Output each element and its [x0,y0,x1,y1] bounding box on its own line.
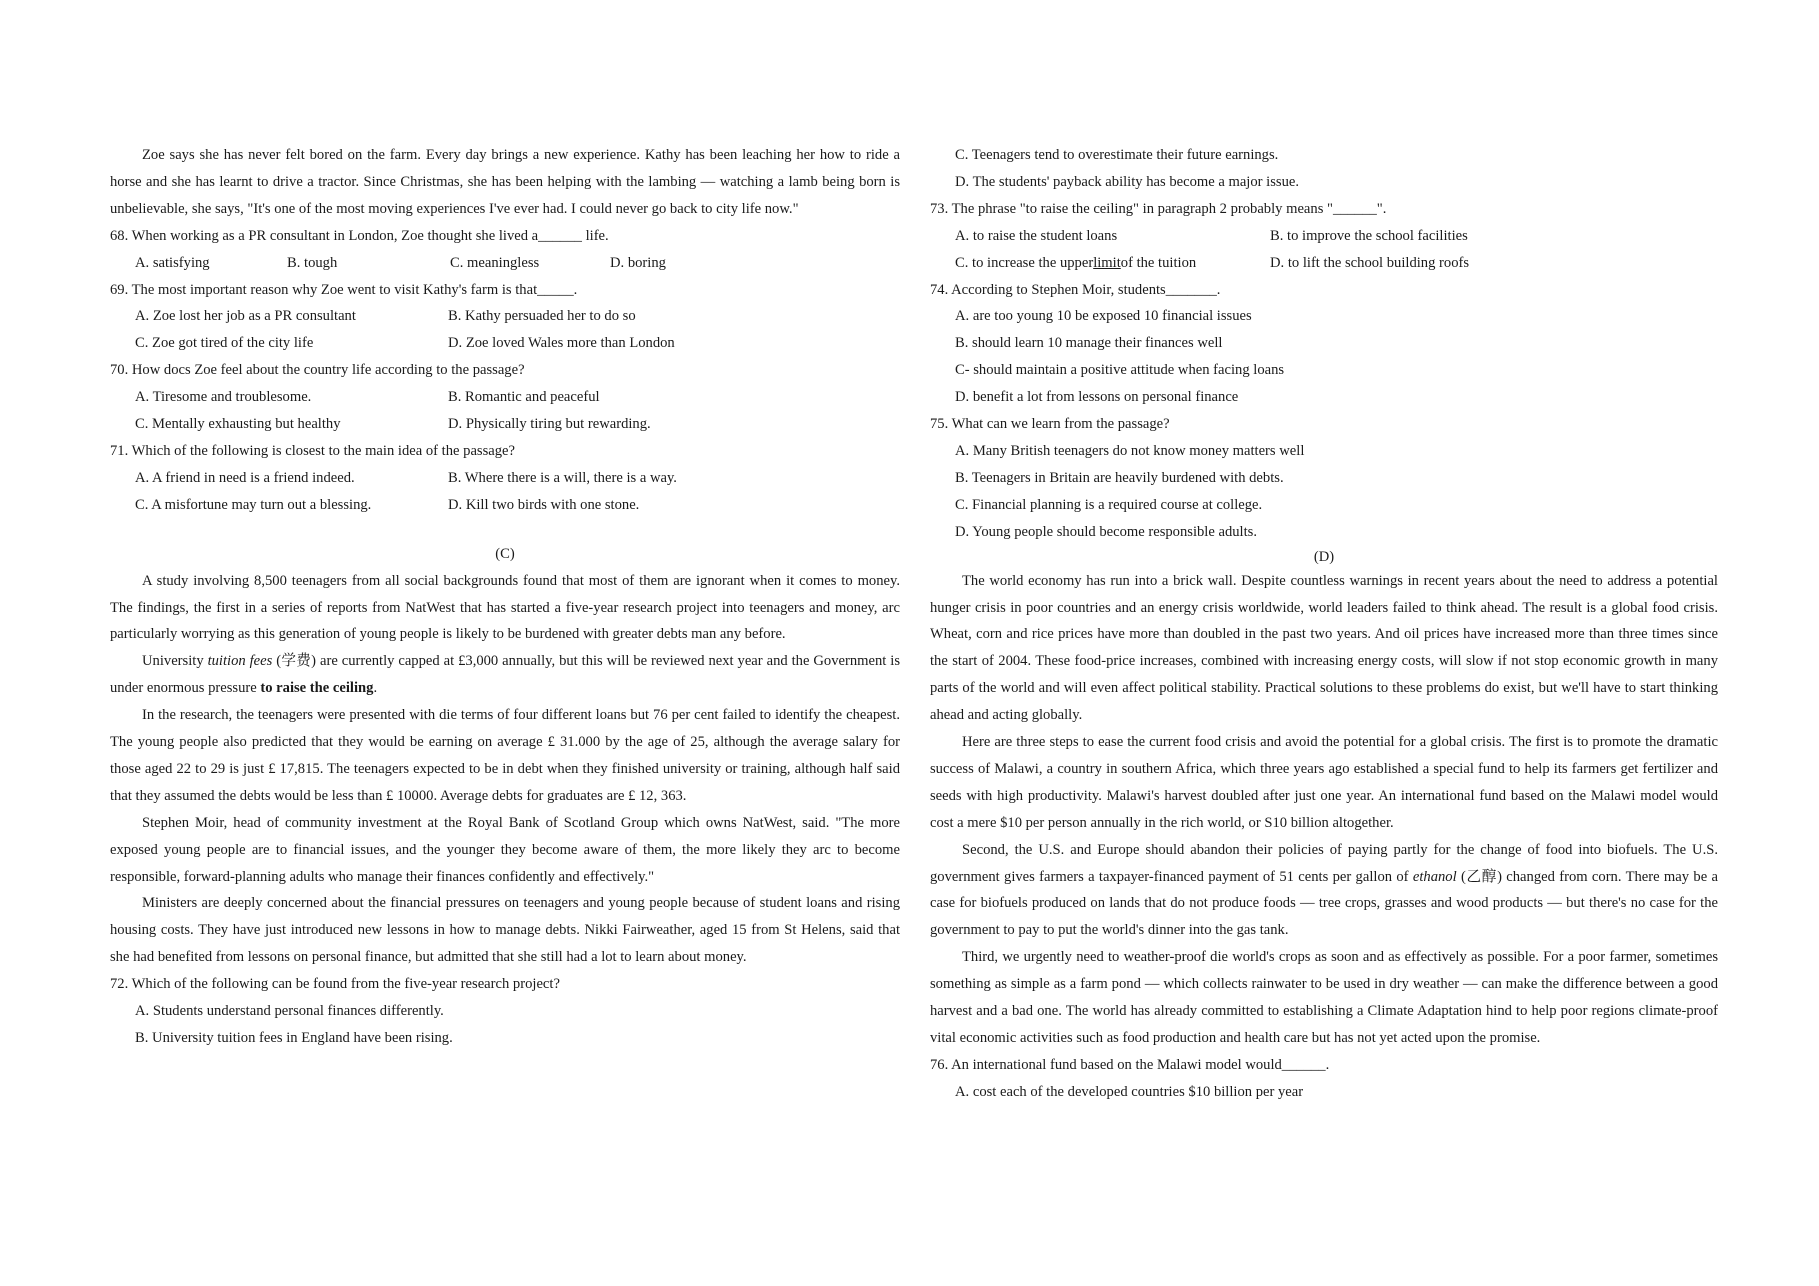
q73-c-underlined: limit [1093,254,1121,271]
q75-option-a[interactable]: A. Many British teenagers do not know money matters well [955,442,1305,459]
q71-option-b[interactable]: B. Where there is a will, there is a way. [448,469,677,486]
section-c-paragraph-3: In the research, the teenagers were presented with die terms of four different loans but 76 per cent failed to identify the cheapest. The young people also predicted that they would be earning on average £ 31.000 by the age of 25, although the average salary for those aged 22 to 29 is just £ 17,815. The teenagers expected to be in debt when they finished university or training, although half said that they assumed the debts would be less than £ 10000. Average debts for graduates are £ 12, 363. [110,707,900,804]
q74-option-d[interactable]: D. benefit a lot from lessons on personal finance [955,389,1239,406]
left-column [110,142,900,1052]
section-c-heading: (C) [495,545,515,562]
section-d-paragraph-4: Third, we urgently need to weather-proof die world's crops as soon and as effectively as possible. For a poor farmer, sometimes something as simple as a farm pond — which collects rainwater to be used in dry weather — can make the difference between a good harvest and a bad one. The world has already committed to establishing a Climate Adaptation hind to help poor regions climate-proof vital economic activities such as food production and health care but has not yet acted upon the promise. [930,949,1718,1046]
section-d-paragraph-1: The world economy has run into a brick wall. Despite countless warnings in recent years about the need to address a potential hunger crisis in poor countries and an energy crisis worldwide, world leaders failed to think ahead. The result is a global food crisis. Wheat, corn and rice prices have more than doubled in the past two years. And oil prices have increased more than three times since the start of 2004. These food-price increases, combined with increasing energy costs, will slow if not stop economic growth in many parts of the world and will even affect political stability. Practical solutions to these problems do exist, but we'll have to start thinking ahead and acting globally. [930,572,1718,724]
question-74: 74. According to Stephen Moir, students_______. [930,281,1221,298]
section-c-paragraph-4: Stephen Moir, head of community investment at the Royal Bank of Scotland Group which owns NatWest, said. "The more exposed young people are to financial issues, and the younger they become aware of them, the more likely they arc to become responsible, forward-planning adults who manage their finances confidently and effectively." [110,814,900,885]
question-69: 69. The most important reason why Zoe went to visit Kathy's farm is that_____. [110,281,578,298]
q71-option-c[interactable]: C. A misfortune may turn out a blessing. [135,496,372,513]
question-69-options-cd [110,330,900,357]
section-d-paragraph-2: Here are three steps to ease the current food crisis and avoid the potential for a global crisis. The first is to promote the dramatic success of Malawi, a country in southern Africa, which three years ago established a special fund to help its farmers get fertilizer and seeds with high productivity. Malawi's harvest doubled after just one year. An international fund based on the Malawi model would cost a mere $10 per person annually in the rich world, or S10 billion altogether. [930,734,1718,831]
q72-option-a[interactable]: A. Students understand personal finances differently. [135,1003,444,1020]
question-70: 70. How docs Zoe feel about the country life according to the passage? [110,362,525,379]
q75-option-c[interactable]: C. Financial planning is a required course at college. [955,496,1263,513]
q68-option-a[interactable]: A. satisfying [135,254,210,271]
section-c-paragraph-2 [110,648,900,702]
section-c-paragraph-1: A study involving 8,500 teenagers from all social backgrounds found that most of them are ignorant when it comes to money. The findings, the first in a series of reports from NatWest that has started a five-year research project into teenagers and money, arc particularly worrying as this generation of young people is likely to be burdened with greater debts man any before. [110,572,900,643]
q72-option-b[interactable]: B. University tuition fees in England have been rising. [135,1030,453,1046]
section-d-heading: (D) [1313,548,1335,565]
q76-option-a[interactable]: A. cost each of the developed countries $10 billion per year [955,1083,1304,1100]
q75-option-b[interactable]: B. Teenagers in Britain are heavily burdened with debts. [955,469,1284,486]
question-71-options-cd [110,492,900,519]
q68-option-c[interactable]: C. meaningless [450,254,540,271]
q69-option-b[interactable]: B. Kathy persuaded her to do so [448,308,636,325]
c-p2-text-c: . [373,680,378,697]
c-p2-text-b: (学费) are currently capped at £3,000 annually, but this will be reviewed next year and the Government is under enormous pressure [110,653,900,697]
d-p3-text-a: Second, the U.S. and Europe should abandon their policies of paying partly for the change of food into biofuels. The U.S. government gives farmers a taxpayer-financed payment of 51 cents per gallon of [930,841,1718,885]
q73-option-b[interactable]: B. to improve the school facilities [1270,227,1468,244]
q70-option-a[interactable]: A. Tiresome and troublesome. [135,389,312,406]
q69-option-d[interactable]: D. Zoe loved Wales more than London [448,335,675,352]
question-70-options-cd [110,411,900,438]
question-69-options-ab [110,303,900,330]
q73-c-text-b: of the tuition [1120,254,1197,271]
q69-option-a[interactable]: A. Zoe lost her job as a PR consultant [135,308,356,325]
q75-option-d[interactable]: D. Young people should become responsible adults. [955,523,1257,540]
q68-option-d[interactable]: D. boring [610,254,666,271]
q72-option-c[interactable]: C. Teenagers tend to overestimate their future earnings. [955,147,1279,163]
section-d-paragraph-3 [930,837,1718,945]
question-73-options-ab [930,223,1718,250]
question-75: 75. What can we learn from the passage? [930,416,1170,433]
spacer [110,519,900,541]
q73-option-d[interactable]: D. to lift the school building roofs [1270,254,1470,271]
q74-option-b[interactable]: B. should learn 10 manage their finances well [955,335,1223,352]
q73-c-text-a: C. to increase the upper [955,254,1094,271]
question-73-options-cd [930,250,1718,277]
q70-option-b[interactable]: B. Romantic and peaceful [448,389,600,406]
q69-option-c[interactable]: C. Zoe got tired of the city life [135,335,314,352]
q72-option-d[interactable]: D. The students' payback ability has become a major issue. [955,173,1300,190]
q74-option-c[interactable]: C- should maintain a positive attitude when facing loans [955,362,1285,379]
question-71-options-ab [110,465,900,492]
q71-option-a[interactable]: A. A friend in need is a friend indeed. [135,469,355,486]
c-p2-text-a: University [142,653,208,670]
q73-option-c[interactable] [955,250,1270,277]
question-68-options [110,250,900,277]
q71-option-d[interactable]: D. Kill two birds with one stone. [448,496,640,513]
zoe-paragraph: Zoe says she has never felt bored on the farm. Every day brings a new experience. Kathy has been leaching her how to ride a horse and she has learnt to drive a tractor. Since Christmas, she has been helping with the lambing — watching a lamb being born is unbelievable, she says, "It's one of the most moving experiences I've ever had. I could never go back to city life now." [110,147,900,217]
q73-option-a[interactable]: A. to raise the student loans [955,227,1118,244]
section-c-paragraph-5: Ministers are deeply concerned about the financial pressures on teenagers and young people because of student loans and rising housing costs. They have just introduced new lessons in how to manage debts. Nikki Fairweather, aged 15 from St Helens, said that she had benefited from lessons on personal finance, but admitted that she still had a lot to learn about money. [110,895,900,966]
c-p2-term: tuition fees [207,653,273,670]
q70-option-d[interactable]: D. Physically tiring but rewarding. [448,416,651,433]
question-76: 76. An international fund based on the Malawi model would______. [930,1056,1330,1073]
question-72: 72. Which of the following can be found from the five-year research project? [110,976,560,993]
d-p3-text-b: (乙醇) changed from corn. There may be a case for biofuels produced on lands that do not produce foods — tree crops, grasses and wood products — but there's no case for the government to pay to put the world's dinner into the gas tank. [930,868,1718,939]
q70-option-c[interactable]: C. Mentally exhausting but healthy [135,416,341,433]
c-p2-bold-phrase: to raise the ceiling [260,680,374,697]
question-73: 73. The phrase "to raise the ceiling" in paragraph 2 probably means "______". [930,200,1387,217]
d-p3-term: ethanol [1412,868,1457,885]
question-71: 71. Which of the following is closest to the main idea of the passage? [110,442,516,459]
right-column [930,142,1718,1106]
q74-option-a[interactable]: A. are too young 10 be exposed 10 financial issues [955,308,1252,325]
question-70-options-ab [110,384,900,411]
q68-option-b[interactable]: B. tough [287,254,338,271]
question-68: 68. When working as a PR consultant in London, Zoe thought she lived a______ life. [110,227,609,244]
